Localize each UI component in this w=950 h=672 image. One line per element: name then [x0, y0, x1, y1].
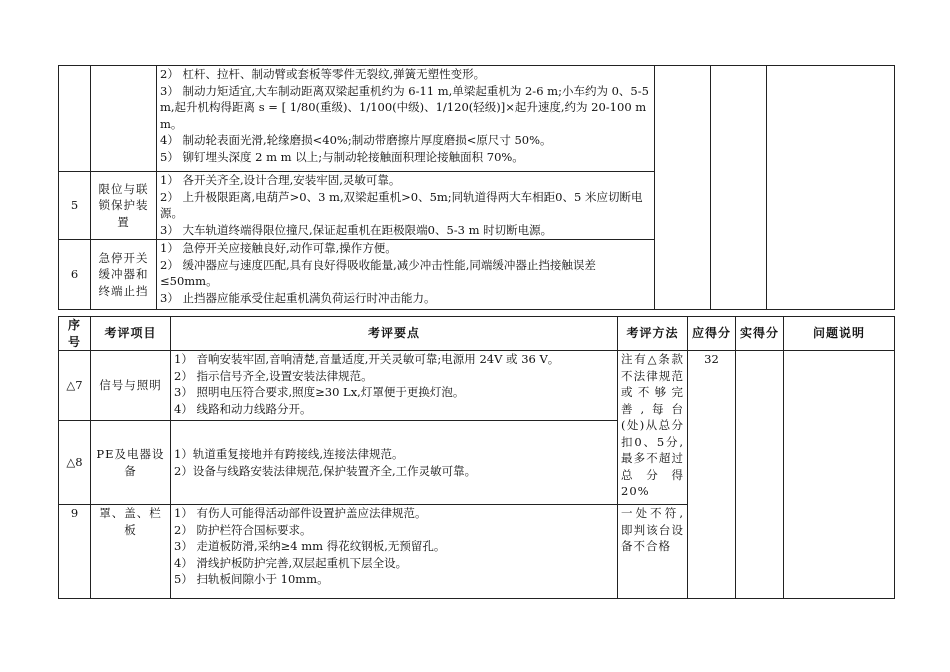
due-score: 32 — [704, 352, 719, 366]
row-item: 罩、盖、栏板 — [91, 505, 171, 599]
actual-score-cell — [736, 351, 784, 599]
point-text: 5） 铆钉埋头深度 2 m m 以上;与制动轮接触面积理论接触面积 70%。 — [160, 149, 524, 164]
header-row — [59, 317, 895, 351]
evaluation-table — [58, 316, 895, 599]
point-text: 3） 走道板防滑,采纳≥4 mm 得花纹钢板,无预留孔。 — [174, 539, 446, 553]
row-points — [157, 172, 655, 240]
row-points — [171, 421, 618, 505]
point-text: 3） 照明电压符合要求,照度≥30 Lx,灯罩便于更换灯泡。 — [174, 385, 465, 399]
row-number: 5 — [59, 172, 91, 240]
point-text: 4） 线路和动力线路分开。 — [174, 401, 312, 416]
row-number: △8 — [59, 421, 91, 505]
header-issue: 问题说明 — [784, 317, 895, 351]
point-text: 2） 防护栏符合国标要求。 — [174, 522, 312, 537]
due-score-cell — [688, 351, 736, 599]
point-text: 1）轨道重复接地并有跨接线,连接法律规范。 — [174, 447, 404, 461]
due-score-cell — [711, 66, 767, 310]
row-points — [171, 351, 618, 421]
method-cell — [655, 66, 711, 310]
row-item: PE及电器设备 — [91, 421, 171, 505]
point-text: 3） 止挡器应能承受住起重机满负荷运行时冲击能力。 — [160, 290, 436, 305]
row-item: 急停开关缓冲器和终端止挡 — [91, 240, 157, 310]
point-text: 4） 制动轮表面光滑,轮缘磨损<40%;制动带磨擦片厚度磨损<原尺寸 50%。 — [160, 133, 552, 147]
row-item: 信号与照明 — [91, 351, 171, 421]
header-due: 应得分 — [688, 317, 736, 351]
header-item: 考评项目 — [91, 317, 171, 351]
method-cell: 注有△条款不法律规范或不够完善,每台(处)从总分扣0、5分,最多不超过总分得20% — [618, 351, 688, 505]
row-number: 9 — [59, 505, 91, 599]
row-number: 6 — [59, 240, 91, 310]
row-item: 限位与联锁保护装置 — [91, 172, 157, 240]
header-points: 考评要点 — [171, 317, 618, 351]
row-number: △7 — [59, 351, 91, 421]
header-actual: 实得分 — [736, 317, 784, 351]
actual-score-cell — [767, 66, 895, 310]
table-row — [59, 351, 895, 421]
row-item — [91, 66, 157, 172]
point-text: 2） 上升极限距离,电葫芦>0、3 m,双梁起重机>0、5m;同轨道得两大车相距0、5 米应切断电源。 — [160, 189, 643, 220]
point-text: 1） 急停开关应接触良好,动作可靠,操作方便。 — [160, 241, 397, 255]
point-text: 2） 缓冲器应与速度匹配,具有良好得吸收能量,减少冲击性能,同端缓冲器止挡接触误差≤50mm。 — [160, 257, 596, 288]
point-text: 1） 各开关齐全,设计合理,安装牢固,灵敏可靠。 — [160, 173, 401, 187]
point-text: 3） 大车轨道终端得限位撞尺,保证起重机在距极限端0、5-3 m 时切断电源。 — [160, 222, 553, 237]
row-number — [59, 66, 91, 172]
point-text: 2） 杠杆、拉杆、制动臂或套板等零件无裂纹,弹簧无塑性变形。 — [160, 67, 486, 81]
point-text: 1） 音响安装牢固,音响清楚,音量适度,开关灵敏可靠;电源用 24V 或 36 V。 — [174, 352, 560, 366]
top-table — [58, 65, 895, 310]
row-points — [157, 240, 655, 310]
point-text: 5） 扫轨板间隙小于 10mm。 — [174, 572, 329, 586]
table-row — [59, 66, 895, 172]
row-points — [171, 505, 618, 599]
point-text: 2） 指示信号齐全,设置安装法律规范。 — [174, 368, 373, 383]
point-text: 3） 制动力矩适宜,大车制动距离双梁起重机约为 6-11 m,单梁起重机为 2-6 m;小车约为 0、5-5 m,起升机构得距离 s = [ 1/80(重级)、1/100(中级)、1/120(轻级)]×起升速度,约为 20-100 m m。 — [160, 83, 649, 131]
issue-cell — [784, 351, 895, 599]
point-text: 1） 有伤人可能得活动部件设置护盖应法律规范。 — [174, 506, 427, 520]
point-text: 2）设备与线路安装法律规范,保护装置齐全,工作灵敏可靠。 — [174, 463, 477, 478]
header-no: 序号 — [59, 317, 91, 351]
point-text: 4） 滑线护板防护完善,双层起重机下层全设。 — [174, 555, 408, 570]
header-method: 考评方法 — [618, 317, 688, 351]
method-cell: 一处不符,即判该台设备不合格 — [618, 505, 688, 599]
row-points — [157, 66, 655, 172]
